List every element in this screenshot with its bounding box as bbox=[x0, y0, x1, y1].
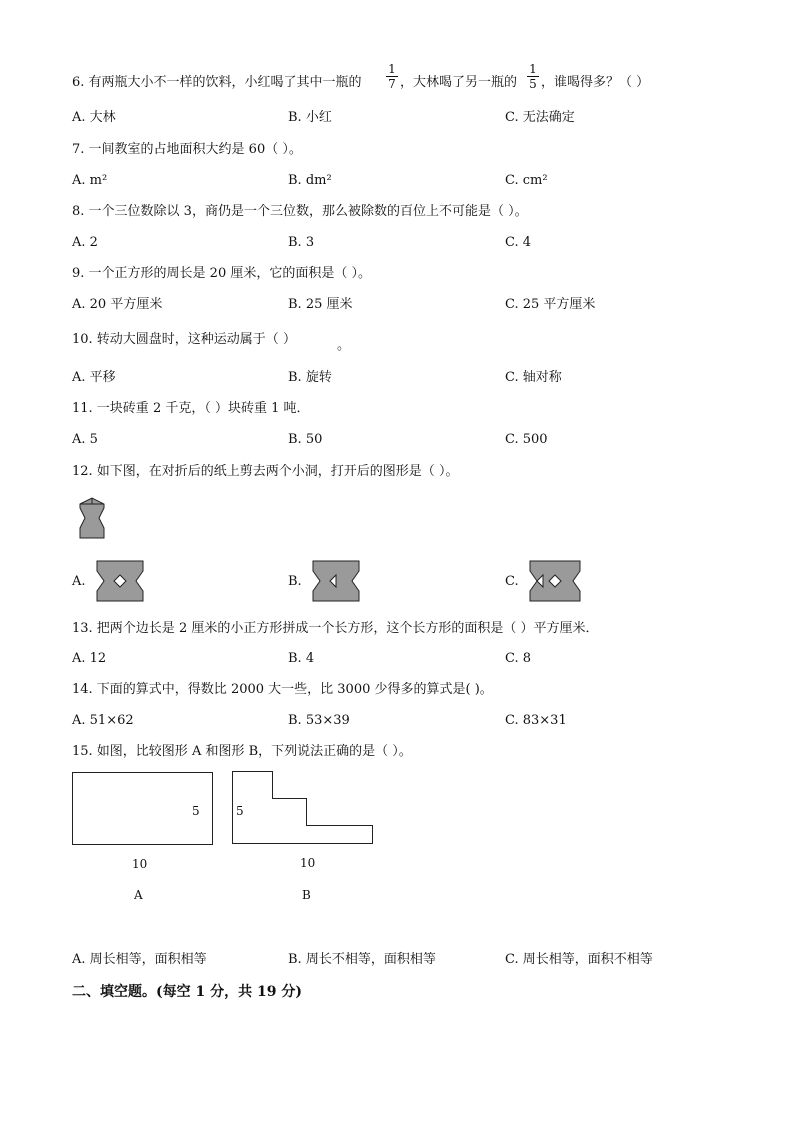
figure-a-side-label: 5 bbox=[192, 804, 200, 818]
q6-stem-part1: 6. 有两瓶大小不一样的饮料，小红喝了其中一瓶的 bbox=[72, 75, 362, 90]
q6-frac1-denominator: 7 bbox=[388, 77, 396, 91]
q8-option-a[interactable]: A. 2 bbox=[72, 235, 98, 250]
q14-stem: 14. 下面的算式中，得数比 2000 大一些，比 3000 少得多的算式是( )。 bbox=[72, 682, 493, 697]
q11-option-a[interactable]: A. 5 bbox=[72, 432, 98, 447]
q12-option-b-figure[interactable] bbox=[312, 560, 360, 602]
q7-option-b[interactable]: B. dm² bbox=[288, 173, 332, 188]
q7-option-a[interactable]: A. m² bbox=[72, 173, 108, 188]
q13-option-a[interactable]: A. 12 bbox=[72, 651, 107, 666]
q7-stem: 7. 一间教室的占地面积大约是 60（ ）。 bbox=[72, 142, 302, 157]
q13-option-c[interactable]: C. 8 bbox=[505, 651, 532, 666]
q8-option-c[interactable]: C. 4 bbox=[505, 235, 532, 250]
q6-option-c[interactable]: C. 无法确定 bbox=[505, 110, 575, 125]
q13-option-b[interactable]: B. 4 bbox=[288, 651, 315, 666]
q12-option-c[interactable]: C. bbox=[505, 574, 519, 589]
figure-a-bottom-label: 10 bbox=[132, 857, 148, 871]
q12-option-a-figure[interactable] bbox=[96, 560, 144, 602]
q8-option-b[interactable]: B. 3 bbox=[288, 235, 315, 250]
q12-option-c-figure[interactable] bbox=[529, 560, 581, 602]
q9-option-c[interactable]: C. 25 平方厘米 bbox=[505, 297, 596, 312]
figure-b-side-label: 5 bbox=[236, 804, 244, 818]
q6-option-a[interactable]: A. 大林 bbox=[72, 110, 116, 125]
section-2-heading: 二、填空题。(每空 1 分，共 19 分) bbox=[72, 984, 302, 1000]
q12-stem: 12. 如下图，在对折后的纸上剪去两个小洞，打开后的图形是（ ）。 bbox=[72, 464, 459, 479]
q10-stem: 10. 转动大圆盘时，这种运动属于（ ） bbox=[72, 332, 296, 347]
q10-option-a[interactable]: A. 平移 bbox=[72, 370, 116, 385]
q6-frac2-denominator: 5 bbox=[529, 77, 537, 91]
q8-stem: 8. 一个三位数除以 3，商仍是一个三位数，那么被除数的百位上不可能是（ ）。 bbox=[72, 204, 528, 219]
q11-stem: 11. 一块砖重 2 千克，（ ）块砖重 1 吨． bbox=[72, 401, 310, 416]
q6-fraction-1 bbox=[386, 63, 398, 90]
q9-stem: 9. 一个正方形的周长是 20 厘米，它的面积是（ ）。 bbox=[72, 266, 371, 281]
q14-option-c[interactable]: C. 83×31 bbox=[505, 713, 567, 728]
q15-stem: 15. 如图，比较图形 A 和图形 B，下列说法正确的是（ ）。 bbox=[72, 744, 412, 759]
q6-stem-part2: ，大林喝了另一瓶的 bbox=[400, 75, 518, 90]
q10-option-b[interactable]: B. 旋转 bbox=[288, 370, 332, 385]
q9-option-a[interactable]: A. 20 平方厘米 bbox=[72, 297, 163, 312]
q15-option-c[interactable]: C. 周长相等，面积不相等 bbox=[505, 952, 653, 967]
q13-stem: 13. 把两个边长是 2 厘米的小正方形拼成一个长方形，这个长方形的面积是（ ）平方厘米． bbox=[72, 621, 599, 636]
q12-option-b[interactable]: B. bbox=[288, 574, 302, 589]
q6-stem-part3: ，谁喝得多？（ ） bbox=[541, 75, 650, 90]
q7-option-c[interactable]: C. cm² bbox=[505, 173, 548, 188]
q15-option-a[interactable]: A. 周长相等，面积相等 bbox=[72, 952, 207, 967]
q14-option-b[interactable]: B. 53×39 bbox=[288, 713, 350, 728]
q11-option-b[interactable]: B. 50 bbox=[288, 432, 323, 447]
figure-b-staircase bbox=[232, 771, 374, 845]
q6-fraction-2 bbox=[527, 63, 539, 90]
q9-option-b[interactable]: B. 25 厘米 bbox=[288, 297, 353, 312]
q14-option-a[interactable]: A. 51×62 bbox=[72, 713, 134, 728]
figure-b-bottom-label: 10 bbox=[300, 856, 316, 870]
folded-paper-figure bbox=[78, 496, 108, 540]
q11-option-c[interactable]: C. 500 bbox=[505, 432, 548, 447]
q10-option-c[interactable]: C. 轴对称 bbox=[505, 370, 562, 385]
q6-option-b[interactable]: B. 小红 bbox=[288, 110, 332, 125]
q6-frac1-numerator: 1 bbox=[388, 62, 396, 76]
q12-option-a[interactable]: A. bbox=[72, 574, 86, 589]
figure-a-name: A bbox=[134, 888, 143, 902]
q15-option-b[interactable]: B. 周长不相等，面积相等 bbox=[288, 952, 436, 967]
q6-frac2-numerator: 1 bbox=[529, 62, 537, 76]
q10-stem-period: 。 bbox=[337, 338, 351, 353]
figure-b-name: B bbox=[302, 888, 311, 902]
